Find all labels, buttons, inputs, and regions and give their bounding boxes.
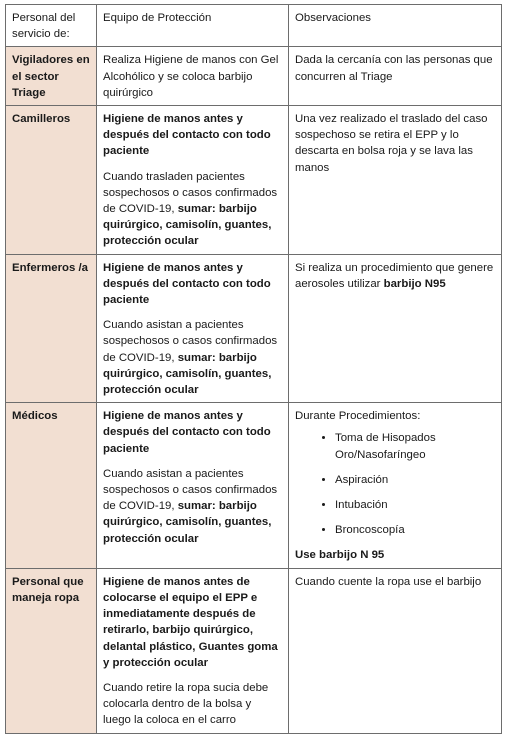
equipo-bold-text: Higiene de manos antes y después del contacto con todo paciente [103, 410, 271, 455]
equipo-detail [103, 169, 282, 250]
header-equipo: Equipo de Protección [97, 5, 289, 47]
table-row [6, 568, 502, 733]
equipo-bold-text: Higiene de manos antes y después del contacto con todo paciente [103, 261, 271, 307]
row-personal: Médicos [6, 403, 97, 568]
list-item: • Broncoscopía [335, 522, 495, 538]
row-observaciones [289, 403, 502, 568]
equipo-detail [103, 317, 282, 398]
observaciones-bold: Use barbijo N 95 [295, 549, 385, 562]
row-personal: Enfermeros /a [6, 254, 97, 403]
equipo-detail-text: Cuando retire la ropa sucia debe colocarla dentro de la bolsa y luego la coloca en el carro [103, 681, 269, 727]
row-equipo [97, 568, 289, 733]
row-observaciones: Dada la cercanía con las personas que concurren al Triage [289, 47, 502, 106]
row-personal: Vigiladores en el sector Triage [6, 47, 97, 106]
observaciones-text: Si realiza un procedimiento que genere aerosoles utilizar [295, 261, 494, 290]
observaciones-text: Durante Procedimientos: [295, 410, 421, 423]
table-row [6, 106, 502, 255]
table-header-row [6, 5, 502, 47]
row-equipo: Realiza Higiene de manos con Gel Alcohólico y se coloca barbijo quirúrgico [97, 47, 289, 106]
epp-table [5, 4, 502, 734]
equipo-detail-bold: sumar: barbijo quirúrgico, camisolín, guantes, protección ocular [103, 351, 272, 397]
row-equipo [97, 254, 289, 403]
equipo-bold-text: Higiene de manos antes de colocarse el equipo el EPP e inmediatamente después de retirarlo, barbijo quirúrgico, delantal plástico, Guantes goma y protección ocular [103, 575, 278, 669]
header-observaciones: Observaciones [289, 5, 502, 47]
equipo-detail-text: Cuando asistan a pacientes sospechosos o casos confirmados de COVID-19, [103, 467, 278, 513]
row-personal: Camilleros [6, 106, 97, 255]
equipo-detail-text: Cuando asistan a pacientes sospechosos o casos confirmados de COVID-19, [103, 319, 278, 364]
equipo-bold-text: Higiene de manos antes y después del contacto con todo paciente [103, 113, 271, 158]
row-equipo [97, 106, 289, 255]
row-personal: Personal que maneja ropa [6, 568, 97, 733]
header-personal: Personal del servicio de: [6, 5, 97, 47]
observaciones-bold: barbijo N95 [383, 277, 446, 290]
list-item: • Toma de Hisopados Oro/Nasofaríngeo [335, 430, 495, 462]
table-row [6, 254, 502, 403]
equipo-detail [103, 466, 282, 547]
equipo-detail-bold: sumar: barbijo quirúrgico, camisolín, guantes, protección ocular [103, 203, 272, 248]
equipo-detail-bold: sumar: barbijo quirúrgico, camisolín, guantes, protección ocular [103, 500, 272, 545]
row-observaciones: Una vez realizado el traslado del caso sospechoso se retira el EPP y lo descarta en bolsa roja y se lava las manos [289, 106, 502, 255]
row-observaciones [289, 254, 502, 403]
table-row [6, 47, 502, 106]
row-equipo [97, 403, 289, 568]
list-item: • Intubación [335, 497, 495, 513]
row-observaciones: Cuando cuente la ropa use el barbijo [289, 568, 502, 733]
list-item: • Aspiración [335, 472, 495, 488]
procedimientos-list [295, 430, 495, 538]
table-row [6, 403, 502, 568]
equipo-detail-text: Cuando trasladen pacientes sospechosos o casos confirmados de COVID-19, [103, 170, 278, 216]
